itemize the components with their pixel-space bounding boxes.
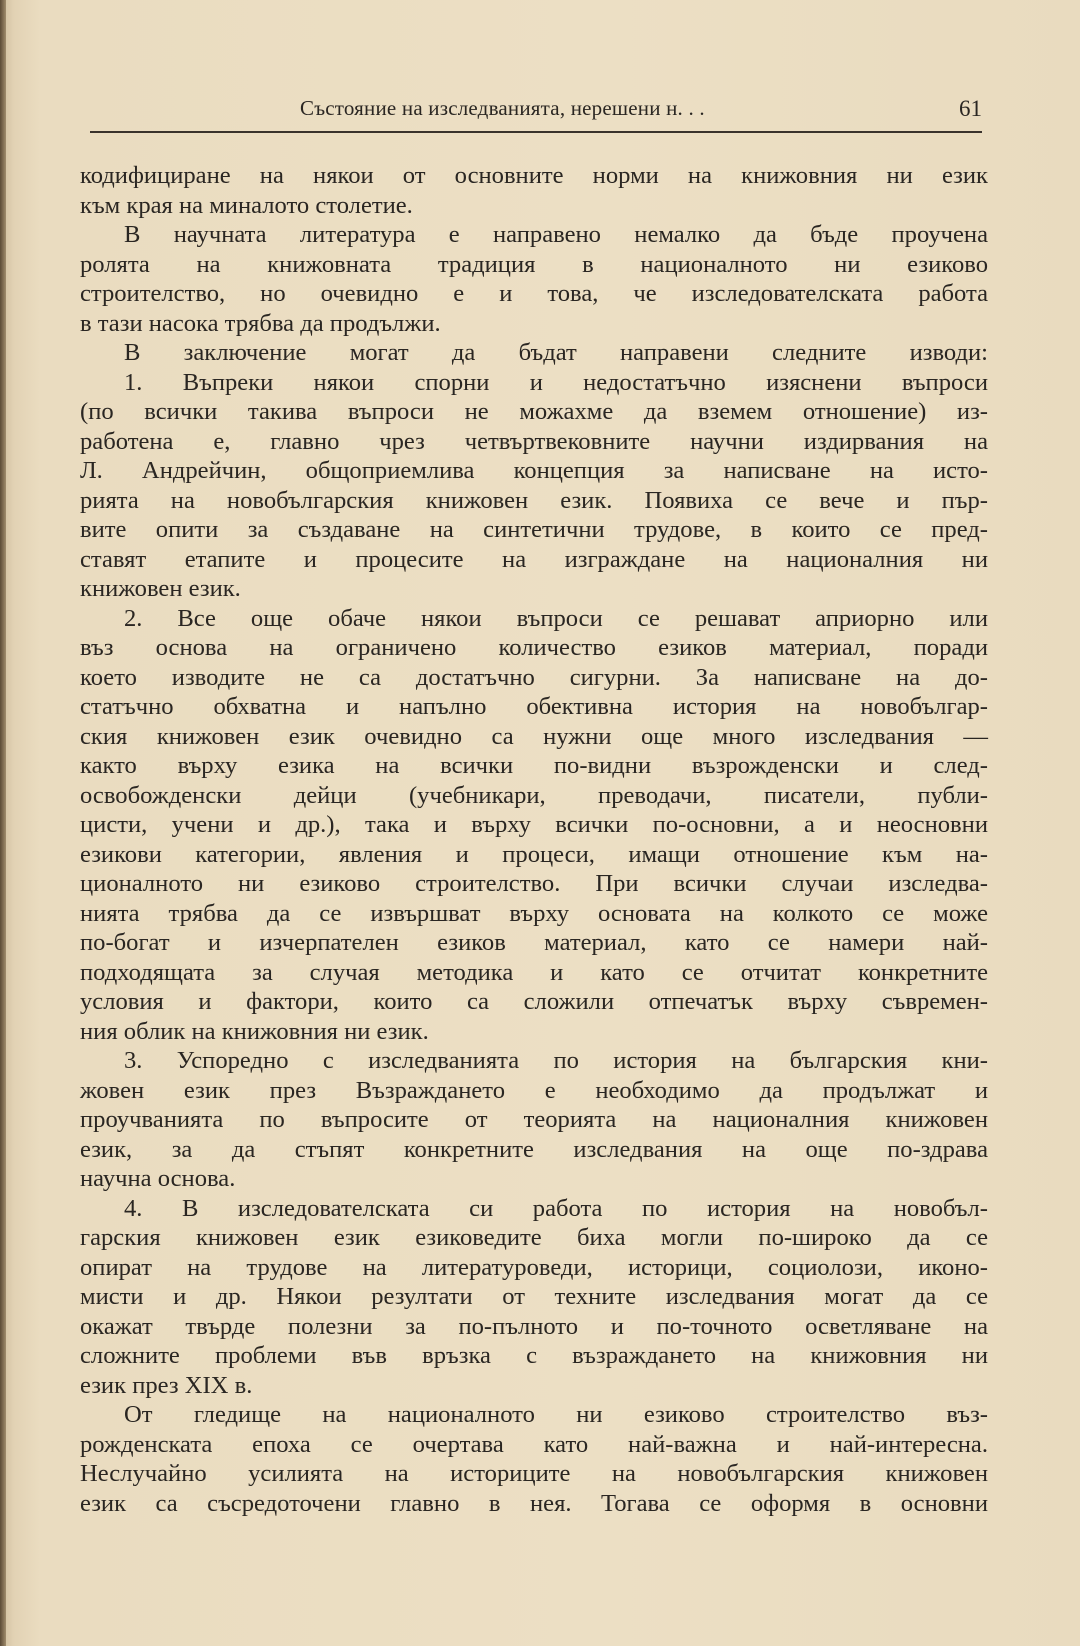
- text-line: освобожденски дейци (учебникари, преводачи, писатели, публи-: [80, 781, 988, 809]
- text-line: 2. Все още обаче някои въпроси се решават априорно или: [124, 604, 988, 632]
- text-line: жовен език през Възраждането е необходимо да продължат и: [80, 1076, 988, 1104]
- text-line: подходящата за случая методика и като се отчитат конкретните: [80, 958, 988, 986]
- text-line: което изводите не са достатъчно сигурни. За написване на до-: [80, 663, 988, 691]
- text-line: книжовен език.: [80, 575, 241, 602]
- text-line: както върху езика на всички по-видни възрожденски и след-: [80, 752, 988, 779]
- text-line: език, за да стъпят конкретните изследвания на още по-здрава: [80, 1135, 988, 1163]
- text-line: въз основа на ограничено количество езиков материал, поради: [80, 634, 988, 661]
- text-line: строителство, но очевидно е и това, че изследователската работа: [80, 280, 988, 307]
- text-line: 1. Въпреки някои спорни и недостатъчно изяснени въпроси: [124, 368, 988, 396]
- text-line: Неслучайно усилията на историците на новобългарския книжовен: [80, 1460, 988, 1487]
- text-line: ния облик на книжовния ни език.: [80, 1017, 429, 1045]
- text-line: по-богат и изчерпателен езиков материал, като се намери най-: [80, 929, 988, 956]
- text-line: В заключение могат да бъдат направени следните изводи:: [124, 339, 988, 366]
- header-rule: [90, 131, 982, 133]
- text-line: ролята на книжовната традиция в националното ни езиково: [80, 250, 988, 278]
- page-number: 61: [959, 96, 982, 121]
- text-line: опират на трудове на литературоведи, историци, социолози, иконо-: [80, 1253, 988, 1281]
- text-line: Л. Андрейчин, общоприемлива концепция за написване на исто-: [80, 457, 988, 484]
- body-text: [80, 161, 988, 1518]
- text-line: цисти, учени и др.), така и върху всички по-основни, а и неосновни: [80, 811, 988, 838]
- text-line: проучванията по въпросите от теорията на националния книжовен: [80, 1106, 988, 1133]
- text-line: мисти и др. Някои резултати от техните изследвания могат да се: [80, 1283, 988, 1310]
- text-line: условия и фактори, които са сложили отпечатък върху съвремен-: [80, 988, 988, 1015]
- page-header: [90, 92, 982, 132]
- text-line: нията трябва да се извършват върху основата на колкото се може: [80, 899, 988, 927]
- book-spine-shadow: [0, 0, 6, 1646]
- text-line: научна основа.: [80, 1165, 236, 1192]
- text-line: От гледище на националното ни езиково строителство въз-: [124, 1401, 988, 1428]
- text-line: ционалното ни езиково строителство. При всички случаи изследва-: [80, 870, 988, 897]
- running-title: Състояние на изследванията, нерешени н. . .: [300, 96, 705, 120]
- text-line: ския книжовен език очевидно са нужни още много изследвания —: [80, 722, 988, 750]
- text-line: в тази насока трябва да продължи.: [80, 309, 441, 337]
- text-line: окажат твърде полезни за по-пълното и по-точното осветляване на: [80, 1312, 988, 1340]
- text-line: към края на миналото столетие.: [80, 191, 413, 219]
- text-line: вите опити за създаване на синтетични трудове, в които се пред-: [80, 516, 988, 543]
- text-line: рожденската епоха се очертава като най-важна и най-интересна.: [80, 1430, 988, 1458]
- text-line: сложните проблеми във връзка с възраждането на книжовния ни: [80, 1342, 988, 1369]
- text-line: работена е, главно чрез четвъртвековните научни издирвания на: [80, 427, 988, 455]
- text-line: статъчно обхватна и напълно обективна история на новобългар-: [80, 693, 988, 720]
- text-line: 3. Успоредно с изследванията по история на българския кни-: [124, 1047, 988, 1074]
- text-line: кодифициране на някои от основните норми на книжовния ни език: [80, 162, 988, 189]
- text-line: езикови категории, явления и процеси, имащи отношение към на-: [80, 840, 988, 868]
- text-line: език са съсредоточени главно в нея. Тогава се оформя в основни: [80, 1489, 988, 1517]
- text-line: В научната литература е направено немалко да бъде проучена: [124, 221, 988, 248]
- text-line: рията на новобългарския книжовен език. Появиха се вече и пър-: [80, 486, 988, 514]
- text-line: (по всички такива въпроси не можахме да вземем отношение) из-: [80, 398, 988, 425]
- text-line: ставят етапите и процесите на изграждане на националния ни: [80, 545, 988, 573]
- text-line: гарския книжовен език езиковедите биха могли по-широко да се: [80, 1224, 988, 1251]
- text-line: език през XIX в.: [80, 1371, 253, 1399]
- text-line: 4. В изследователската си работа по история на новобъл-: [124, 1194, 988, 1222]
